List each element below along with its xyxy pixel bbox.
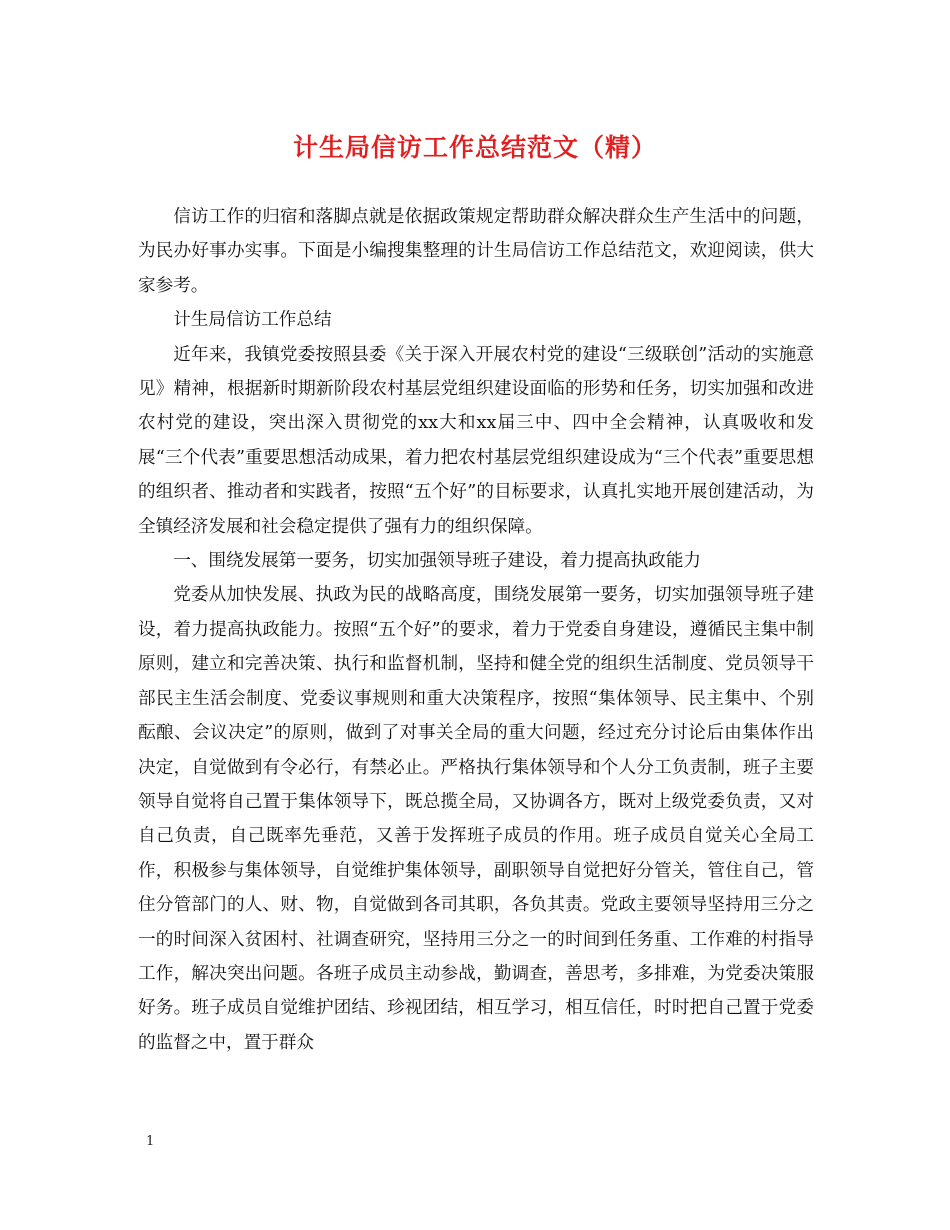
paragraph-intro: 信访工作的归宿和落脚点就是依据政策规定帮助群众解决群众生产生活中的问题，为民办好事办实事。下面是小编搜集整理的计生局信访工作总结范文，欢迎阅读，供大家参考。 (138, 207, 814, 296)
paragraph-overview: 近年来，我镇党委按照县委《关于深入开展农村党的建设“三级联创”活动的实施意见》精神，根据新时期新阶段农村基层党组织建设面临的形势和任务，切实加强和改进农村党的建设，突出深入贯彻党的xx大和xx届三中、四中全会精神，认真吸收和发展“三个代表”重要思想活动成果，着力把农村基层党组织建设成为“三个代表”重要思想的组织者、推动者和实践者，按照“五个好”的目标要求，认真扎实地开展创建活动，为全镇经济发展和社会稳定提供了强有力的组织保障。 (138, 344, 814, 537)
paragraph-heading-summary: 计生局信访工作总结 (173, 310, 332, 331)
document-title: 计生局信访工作总结范文（精） (292, 133, 657, 162)
section-heading-1: 一、围绕发展第一要务，切实加强领导班子建设，着力提高执政能力 (173, 551, 702, 572)
document-body (138, 200, 814, 1060)
paragraph-section-1: 党委从加快发展、执政为民的战略高度，围绕发展第一要务，切实加强领导班子建设，着力提高执政能力。按照“五个好”的要求，着力于党委自身建设，遵循民主集中制原则，建立和完善决策、执行和监督机制，坚持和健全党的组织生活制度、党员领导干部民主生活会制度、党委议事规则和重大决策程序，按照“集体领导、民主集中、个别酝酿、会议决定”的原则，做到了对事关全局的重大问题，经过充分讨论后由集体作出决定，自觉做到有令必行，有禁必止。严格执行集体领导和个人分工负责制，班子主要领导自觉将自己置于集体领导下，既总揽全局，又协调各方，既对上级党委负责，又对自己负责，自己既率先垂范，又善于发挥班子成员的作用。班子成员自觉关心全局工作，积极参与集体领导，自觉维护集体领导，副职领导自觉把好分管关，管住自己，管住分管部门的人、财、物，自觉做到各司其职，各负其责。党政主要领导坚持用三分之一的时间深入贫困村、社调查研究，坚持用三分之一的时间到任务重、工作难的村指导工作，解决突出问题。各班子成员主动参战，勤调查，善思考，多排难，为党委决策服好务。班子成员自觉维护团结、珍视团结，相互学习，相互信任，时时把自己置于党委的监督之中，置于群众 (138, 585, 814, 1053)
page-number: 1 (146, 1134, 155, 1149)
